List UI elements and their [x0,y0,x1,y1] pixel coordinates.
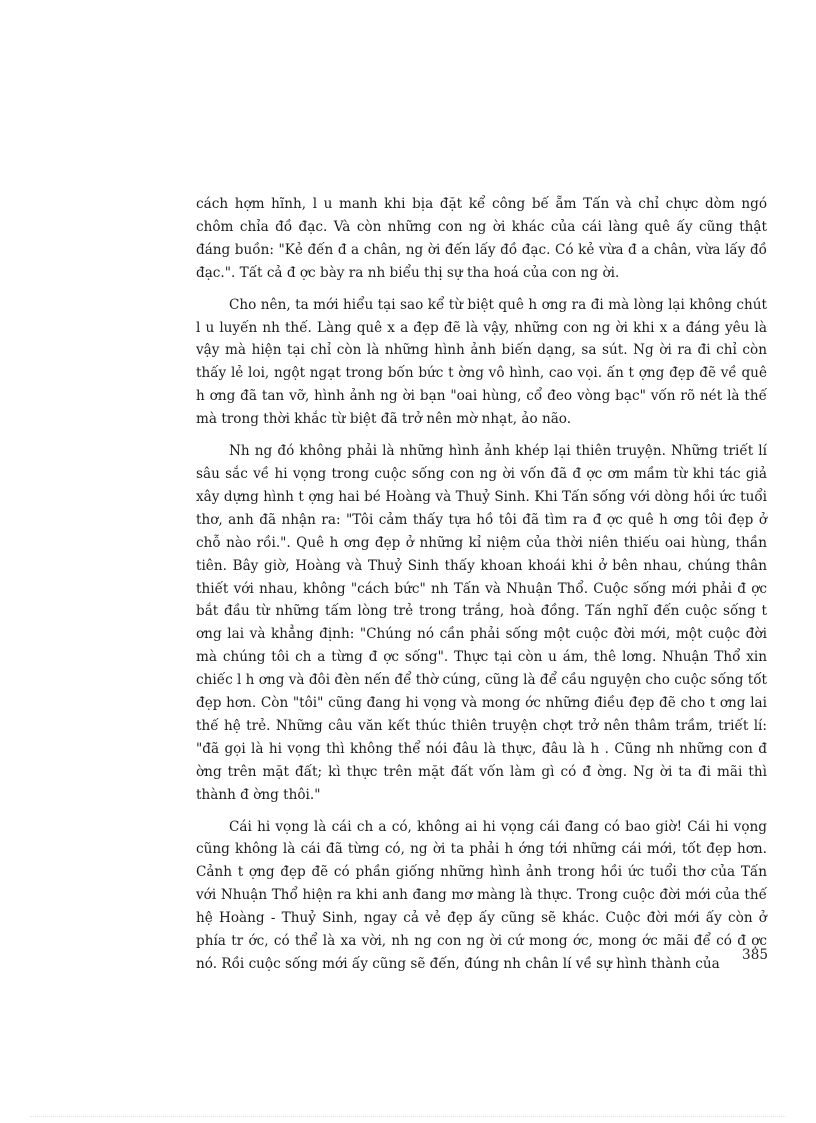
page-number: 385 [742,947,768,963]
page-bottom-divider [30,1116,786,1117]
paragraph-2: Cho nên, ta mới hiểu tại sao kể từ biệt quê h ơng ra đi mà lòng lại không chút l u luyến nh thế. Làng quê x a đẹp đẽ là vậy, những con ng ời khi x a đáng yêu là vậy mà hiện tại chỉ còn là những hình ảnh biến dạng, sa sút. Ng ời ra đi chỉ còn thấy lẻ loi, ngột ngạt trong bốn bức t ờng vô hình, cao vọi. ấn t ợng đẹp đẽ về quê h ơng đã tan vỡ, hình ảnh ng ời bạn "oai hùng, cổ đeo vòng bạc" vốn rõ nét là thế mà trong thời khắc từ biệt đã trở nên mờ nhạt, ảo não. [196,296,767,428]
paragraph-4: Cái hi vọng là cái ch a có, không ai hi vọng cái đang có bao giờ! Cái hi vọng cũng không là cái đã từng có, ng ời ta phải h ớng tới những cái mới, tốt đẹp hơn. Cảnh t ợng đẹp đẽ có phần giống những hình ảnh trong hồi ức tuổi thơ của Tấn với Nhuận Thổ hiện ra khi anh đang mơ màng là thực. Trong cuộc đời mới của thế hệ Hoàng - Thuỷ Sinh, ngay cả vẻ đẹp ấy cũng sẽ khác. Cuộc đời mới ấy còn ở phía tr ớc, có thể là xa vời, nh ng con ng ời cứ mong ớc, mong ớc mãi để có đ ợc nó. Rồi cuộc sống mới ấy cũng sẽ đến, đúng nh chân lí về sự hình thành của [196,818,767,972]
paragraph-3: Nh ng đó không phải là những hình ảnh khép lại thiên truyện. Những triết lí sâu sắc về hi vọng trong cuộc sống con ng ời vốn đã đ ợc ơm mầm từ khi tác giả xây dựng hình t ợng hai bé Hoàng và Thuỷ Sinh. Khi Tấn sống với dòng hồi ức tuổi thơ, anh đã nhận ra: "Tôi cảm thấy tựa hồ tôi đã tìm ra đ ợc quê h ơng tôi đẹp ở chỗ nào rồi.". Quê h ơng đẹp ở những kỉ niệm của thời niên thiếu oai hùng, thần tiên. Bây giờ, Hoàng và Thuỷ Sinh thấy khoan khoái khi ở bên nhau, chúng thân thiết với nhau, không "cách bức" nh Tấn và Nhuận Thổ. Cuộc sống mới phải đ ợc bắt đầu từ những tấm lòng trẻ trong trắng, hoà đồng. Tấn nghĩ đến cuộc sống t ơng lai và khẳng định: "Chúng nó cần phải sống một cuộc đời mới, một cuộc đời mà chúng tôi ch a từng đ ợc sống". Thực tại còn u ám, thê lơng. Nhuận Thổ xin chiếc l h ơng và đôi đèn nến để thờ cúng, cũng là để cầu nguyện cho cuộc sống tốt đẹp hơn. Còn "tôi" cũng đang hi vọng và mong ớc những điều đẹp đẽ cho t ơng lai thế hệ trẻ. Những câu văn kết thúc thiên truyện chợt trở nên thâm trầm, triết lí: "đã gọi là hi vọng thì không thể nói đâu là thực, đâu là h . Cũng nh những con đ ờng trên mặt đất; kì thực trên mặt đất vốn làm gì có đ ờng. Ng ời ta đi mãi thì thành đ ờng thôi." [196,443,767,803]
paragraph-1: cách hợm hĩnh, l u manh khi bịa đặt kể công bế ẵm Tấn và chỉ chực dòm ngó chôm chỉa đồ đạc. Và còn những con ng ời khác của cái làng quê ấy cũng thật đáng buồn: "Kẻ đến đ a chân, ng ời đến lấy đồ đạc. Có kẻ vừa đ a chân, vừa lấy đồ đạc.". Tất cả đ ợc bày ra nh biểu thị sự tha hoá của con ng ời. [196,196,767,281]
document-body [196,193,767,985]
